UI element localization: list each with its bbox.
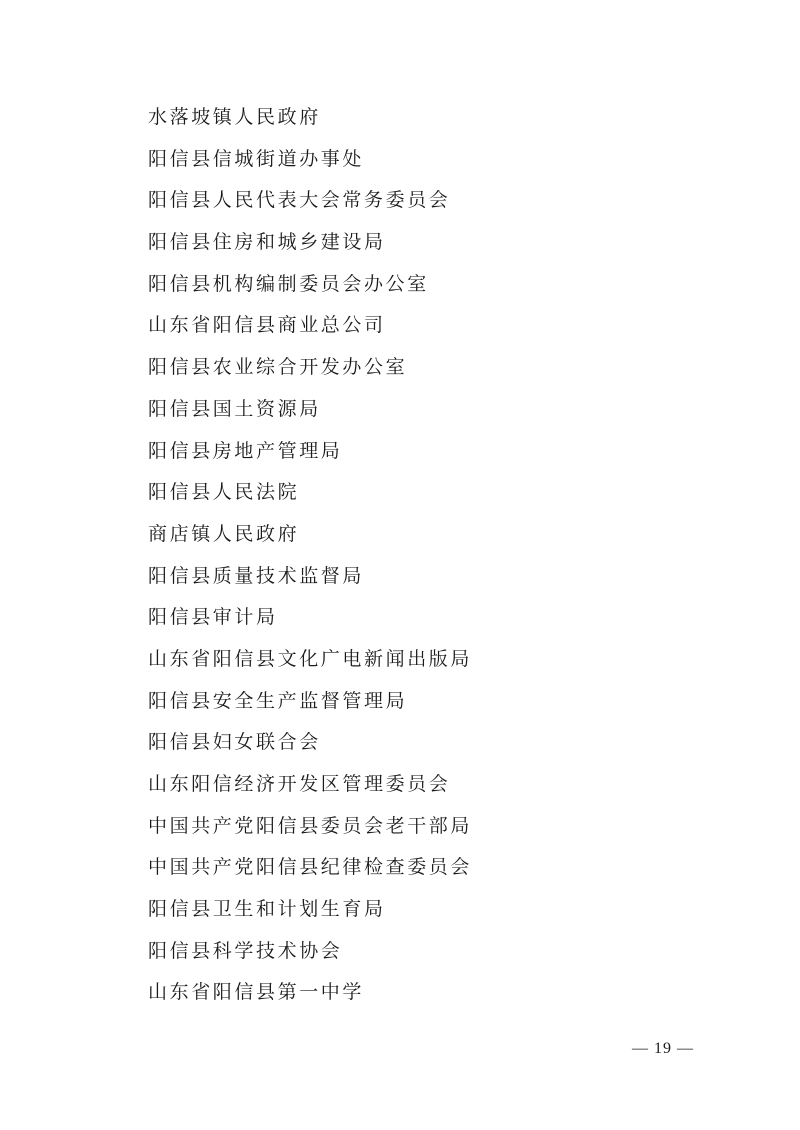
- list-item: 阳信县信城街道办事处: [148, 147, 365, 170]
- list-item: 阳信县人民法院: [148, 481, 300, 504]
- list-item: 山东阳信经济开发区管理委员会: [148, 773, 451, 795]
- list-item: 山东省阳信县商业总公司: [148, 314, 386, 337]
- list-item: 阳信县质量技术监督局: [148, 564, 365, 587]
- list-item: 阳信县房地产管理局: [148, 439, 343, 462]
- list-item: 阳信县卫生和计划生育局: [148, 898, 386, 921]
- list-item: 中国共产党阳信县纪律检查委员会: [148, 856, 473, 879]
- page-number: — 19 —: [632, 1040, 694, 1057]
- list-item: 商店镇人民政府: [148, 522, 300, 545]
- list-item: 阳信县人民代表大会常务委员会: [148, 189, 451, 212]
- list-item: 山东省阳信县第一中学: [148, 981, 365, 1004]
- list-item: 阳信县机构编制委员会办公室: [148, 272, 429, 295]
- list-item: 阳信县国土资源局: [148, 397, 321, 420]
- list-item: 阳信县住房和城乡建设局: [148, 231, 386, 254]
- list-item: 阳信县审计局: [148, 606, 278, 629]
- list-item: 阳信县安全生产监督管理局: [148, 689, 408, 712]
- list-item: 阳信县妇女联合会: [148, 731, 321, 754]
- list-item: 山东省阳信县文化广电新闻出版局: [148, 647, 473, 670]
- list-item: 阳信县农业综合开发办公室: [148, 356, 408, 379]
- list-item: 阳信县科学技术协会: [148, 939, 343, 962]
- organization-list: [148, 97, 472, 1014]
- list-item: 中国共产党阳信县委员会老干部局: [148, 814, 473, 837]
- list-item: 水落坡镇人民政府: [148, 106, 321, 128]
